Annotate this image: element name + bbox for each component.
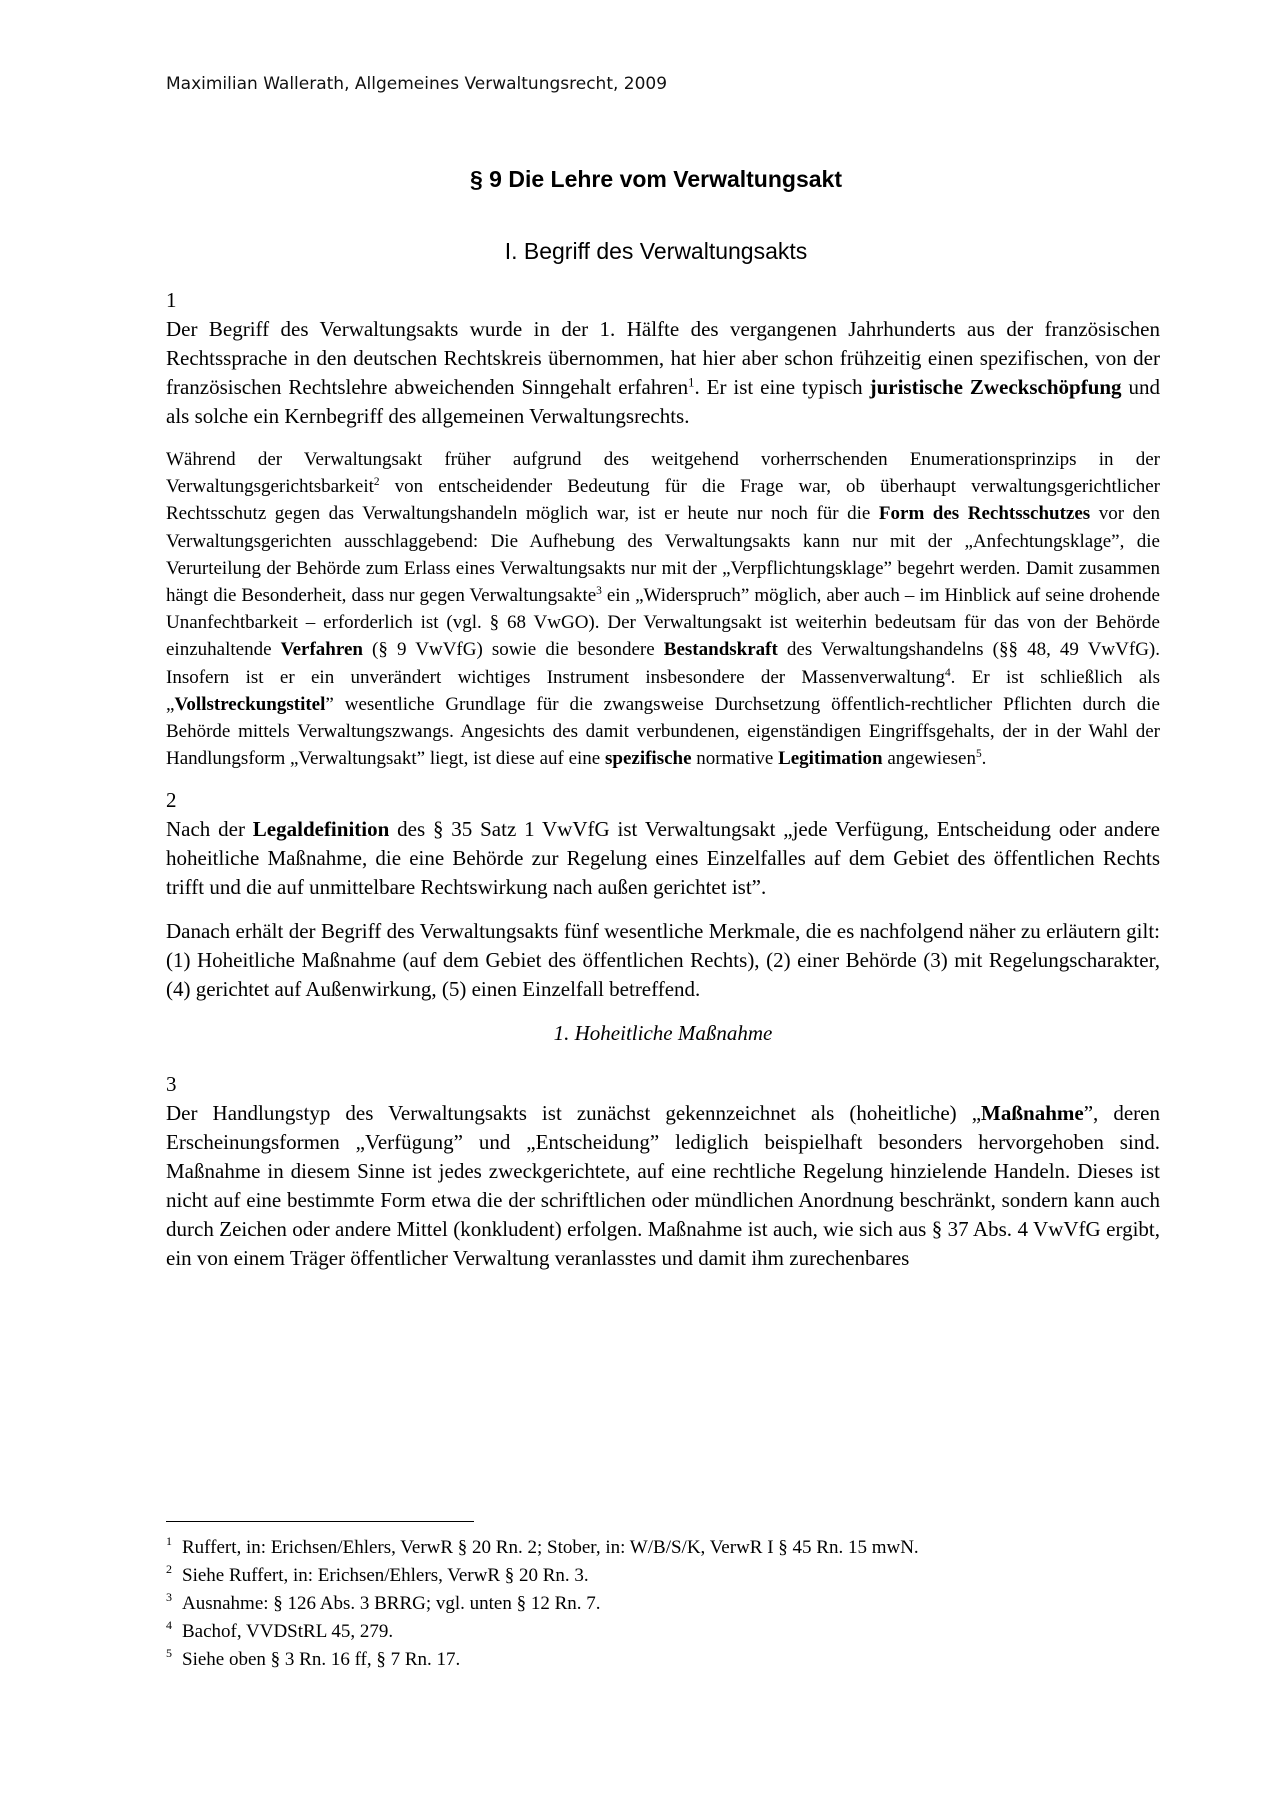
bold-term: Vollstreckungstitel xyxy=(174,693,326,715)
paragraph-3-1: Der Handlungstyp des Verwaltungsakts ist zunächst gekennzeichnet als (hoheitliche) „Maßnahme”, deren Erscheinungsformen „Verfügung” und „Entscheidung” lediglich beispielhaft besonders hervorgehoben sind. Maßnahme in diesem Sinne ist jedes zweckgerichtete, auf eine rechtliche Regelung hinzielende Handeln. Dieses ist nicht auf eine bestimmte Form etwa die der schriftlichen oder mündlichen Anordnung beschränkt, sondern kann auch durch Zeichen oder andere Mittel (konkludent) erfolgen. Maßnahme ist auch, wie sich aus § 37 Abs. 4 VwVfG ergibt, ein von einem Träger öffentlicher Verwaltung veranlasstes und damit ihm zurechenbares xyxy=(166,1101,1160,1271)
bold-term: Legaldefinition xyxy=(252,817,390,842)
footnote-text: Ruffert, in: Erichsen/Ehlers, VerwR § 20 Rn. 2; Stober, in: W/B/S/K, VerwR I § 45 Rn. 15 mwN. xyxy=(182,1537,919,1558)
bold-term: Verfahren xyxy=(280,639,363,661)
running-head: Maximilian Wallerath, Allgemeines Verwaltungsrecht, 2009 xyxy=(166,74,668,94)
bold-term: spezifische xyxy=(605,748,692,770)
paragraph-1-1: Der Begriff des Verwaltungsakts wurde in der 1. Hälfte des vergangenen Jahrhunderts aus der französischen Rechtssprache in den deutschen Rechtskreis übernommen, hat hier aber schon frühzeitig einen spezifischen, von der französischen Rechtslehre abweichenden Sinngehalt erfahren$^1$. Er ist eine typisch juristische Zweckschöpfung und als solche ein Kernbegriff des allgemeinen Verwaltungsrechts. xyxy=(166,317,1160,428)
margin-number-2: 2 xyxy=(166,788,177,813)
footnote-ref-3[interactable]: 3 xyxy=(596,585,602,598)
body-text xyxy=(166,286,1160,1288)
footnote-ref-4[interactable]: 4 xyxy=(944,666,951,679)
footnote-ref-5[interactable]: 5 xyxy=(975,748,982,761)
footnote-5: $^5$ Siehe oben § 3 Rn. 16 ff, § 7 Rn. 17. xyxy=(166,1646,461,1670)
footnote-1: $^1$ Ruffert, in: Erichsen/Ehlers, VerwR § 20 Rn. 2; Stober, in: W/B/S/K, VerwR I § 45 Rn. 15 mwN. xyxy=(166,1534,919,1558)
footnote-2: $^2$ Siehe Ruffert, in: Erichsen/Ehlers, VerwR § 20 Rn. 3. xyxy=(166,1562,589,1586)
footnote-text: Ausnahme: § 126 Abs. 3 BRRG; vgl. unten § 12 Rn. 7. xyxy=(182,1593,601,1614)
margin-number-1: 1 xyxy=(166,288,177,312)
footnote-ref-2[interactable]: 2 xyxy=(373,476,380,489)
bold-term: juristische Zweckschöpfung xyxy=(869,375,1122,399)
footnote-4: $^4$ Bachof, VVDStRL 45, 279. xyxy=(166,1618,394,1642)
chapter-title: § 9 Die Lehre vom Verwaltungsakt xyxy=(470,166,842,192)
bold-term: Form des Rechtsschutzes xyxy=(878,503,1091,525)
footnote-separator xyxy=(166,1521,474,1522)
paragraph-2-2: Danach erhält der Begriff des Verwaltungsakts fünf wesentliche Merkmale, die es nachfolgend näher zu erläutern gilt: (1) Hoheitliche Maßnahme (auf dem Gebiet des öffentlichen Rechts), (2) einer Behörde (3) mit Regelungscharakter, (4) gerichtet auf Außenwirkung, (5) einen Einzelfall betreffend. xyxy=(166,919,1160,1002)
paragraph-1-2: Während der Verwaltungsakt früher aufgrund des weitgehend vorherrschenden Enumerationsprinzips in der Verwaltungsgerichtsbarkeit$^2$ von entscheidender Bedeutung für die Frage war, ob überhaupt verwaltungsgerichtlicher Rechtsschutz gegen das Verwaltungshandeln möglich war, ist er heute nur noch für die Form des Rechtsschutzes vor den Verwaltungsgerichten ausschlaggebend: Die Aufhebung des Verwaltungsakts kann nur mit der „Anfechtungsklage”, die Verurteilung der Behörde zum Erlass eines Verwaltungsakts nur mit der „Verpflichtungsklage” begehrt werden. Damit zusammen hängt die Besonderheit, dass nur gegen Verwaltungsakte$^3$ ein „Widerspruch” möglich, aber auch – im Hinblick auf seine drohende Unanfechtbarkeit – erforderlich ist (vgl. § 68 VwGO). Der Verwaltungsakt ist weiterhin bedeutsam für das von der Behörde einzuhaltende Verfahren (§ 9 VwVfG) sowie die besondere Bestandskraft des Verwaltungshandelns (§§ 48, 49 VwVfG). Insofern ist er ein unverändert wichtiges Instrument insbesondere der Massenverwaltung$^4$. Er ist schließlich als „Vollstreckungstitel” wesentliche Grundlage für die zwangsweise Durchsetzung öffentlich-rechtlicher Pflichten durch die Behörde mittels Verwaltungszwangs. Angesichts des damit verbundenen, eigenständigen Eingriffsgehalts, der in der Wahl der Handlungsform „Verwaltungsakt” liegt, ist diese auf eine spezifische normative Legitimation angewiesen$^5$. xyxy=(166,449,1161,770)
footnote-3: $^3$ Ausnahme: § 126 Abs. 3 BRRG; vgl. unten § 12 Rn. 7. xyxy=(166,1590,601,1614)
bold-term: Legitimation xyxy=(778,748,883,770)
section-title: I. Begriff des Verwaltungsakts xyxy=(504,238,808,264)
footnote-ref-1[interactable]: 1 xyxy=(688,375,695,390)
paragraph-2-1: Nach der Legaldefinition des § 35 Satz 1 VwVfG ist Verwaltungsakt „jede Verfügung, Entscheidung oder andere hoheitliche Maßnahme, die eine Behörde zur Regelung eines Einzelfalles auf dem Gebiet des öffentlichen Rechts trifft und die auf unmittelbare Rechtswirkung nach außen gerichtet ist”. xyxy=(166,817,1160,900)
margin-number-3: 3 xyxy=(166,1072,177,1097)
bold-term: Bestandskraft xyxy=(663,639,778,661)
footnote-text: Bachof, VVDStRL 45, 279. xyxy=(182,1621,394,1642)
footnote-text: Siehe oben § 3 Rn. 16 ff, § 7 Rn. 17. xyxy=(182,1649,461,1670)
bold-term: Maßnahme xyxy=(981,1101,1084,1126)
footnotes xyxy=(166,1534,1160,1674)
subsection-title: 1. Hoheitliche Maßnahme xyxy=(553,1021,773,1046)
footnote-text: Siehe Ruffert, in: Erichsen/Ehlers, VerwR § 20 Rn. 3. xyxy=(182,1565,589,1586)
